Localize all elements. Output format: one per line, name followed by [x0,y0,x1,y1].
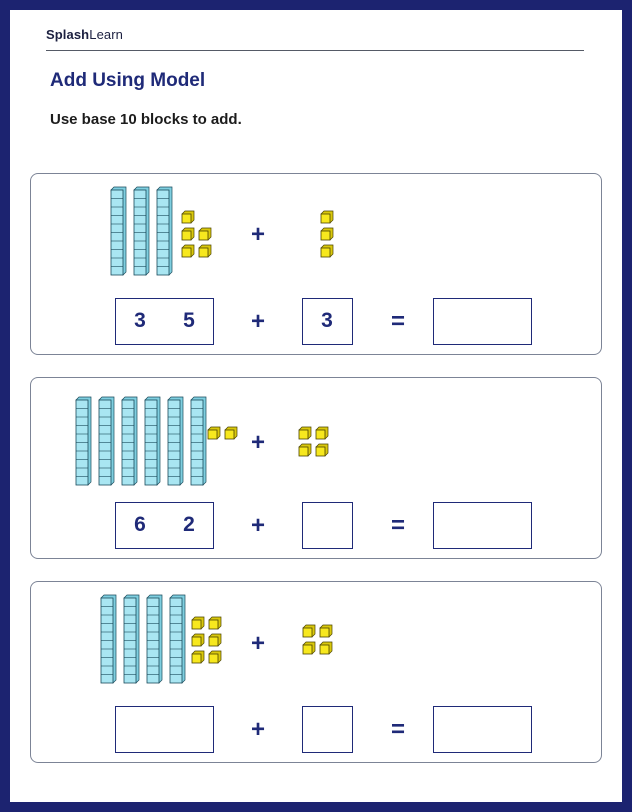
instructions: Use base 10 blocks to add. [50,111,242,128]
one-cube [320,642,332,654]
one-cube [321,211,333,223]
problem-card-1 [30,173,602,355]
ten-rod [122,397,137,485]
logo-text-regular: Learn [89,27,123,42]
ten-rod [147,595,162,683]
one-cube [299,444,311,456]
model-2-left [76,397,237,485]
header-divider [46,50,584,51]
splashlearn-logo [46,27,123,42]
one-cube [299,427,311,439]
model-1-right [321,211,333,257]
first-addend-box-1 [115,298,214,345]
second-addend-box-1[interactable] [302,298,353,345]
model-plus-2: + [250,429,265,456]
one-cube [199,228,211,240]
worksheet-title: Add Using Model [50,70,206,91]
model-plus-1: + [250,221,265,248]
first-addend-box-3[interactable] [115,706,214,753]
answer-box-2[interactable] [433,502,532,549]
one-cube [316,427,328,439]
logo-text-bold: Splash [46,27,90,42]
model-3-right [303,625,332,654]
ten-rod [111,187,126,275]
one-cube [192,617,204,629]
ten-rod [191,397,206,485]
one-cube [208,427,220,439]
ten-rod [134,187,149,275]
one-cube [182,228,194,240]
second-addend-box-2[interactable] [302,502,353,549]
problem-card-3 [30,581,602,763]
one-cube [209,617,221,629]
ones-digit: 5 [183,309,195,332]
model-plus-3: + [250,630,265,657]
worksheet-page [10,10,622,802]
one-cube [199,245,211,257]
one-cube [303,625,315,637]
one-cube [225,427,237,439]
one-cube [321,245,333,257]
one-cube [192,651,204,663]
ten-rod [168,397,183,485]
ten-rod [157,187,172,275]
equals-sign-1: = [390,308,405,335]
one-cube [303,642,315,654]
ten-rod [170,595,185,683]
one-cube [209,651,221,663]
one-cube [320,625,332,637]
ten-rod [101,595,116,683]
tens-digit: 3 [134,309,146,332]
ones-digit: 2 [183,513,195,536]
ten-rod [145,397,160,485]
plus-sign-2: + [250,512,265,539]
ten-rod [99,397,114,485]
second-addend-box-3[interactable] [302,706,353,753]
one-cube [209,634,221,646]
second-addend-value: 3 [321,309,333,332]
one-cube [192,634,204,646]
model-2-right [299,427,328,456]
ten-rod [76,397,91,485]
answer-box-1[interactable] [433,298,532,345]
model-3-left [101,595,221,683]
equals-sign-3: = [390,716,405,743]
one-cube [321,228,333,240]
tens-digit: 6 [134,513,146,536]
plus-sign-1: + [250,308,265,335]
model-1-left [111,187,211,275]
first-addend-box-2 [115,502,214,549]
ten-rod [124,595,139,683]
equals-sign-2: = [390,512,405,539]
one-cube [182,245,194,257]
problem-card-2 [30,377,602,559]
answer-box-3[interactable] [433,706,532,753]
one-cube [316,444,328,456]
one-cube [182,211,194,223]
plus-sign-3: + [250,716,265,743]
